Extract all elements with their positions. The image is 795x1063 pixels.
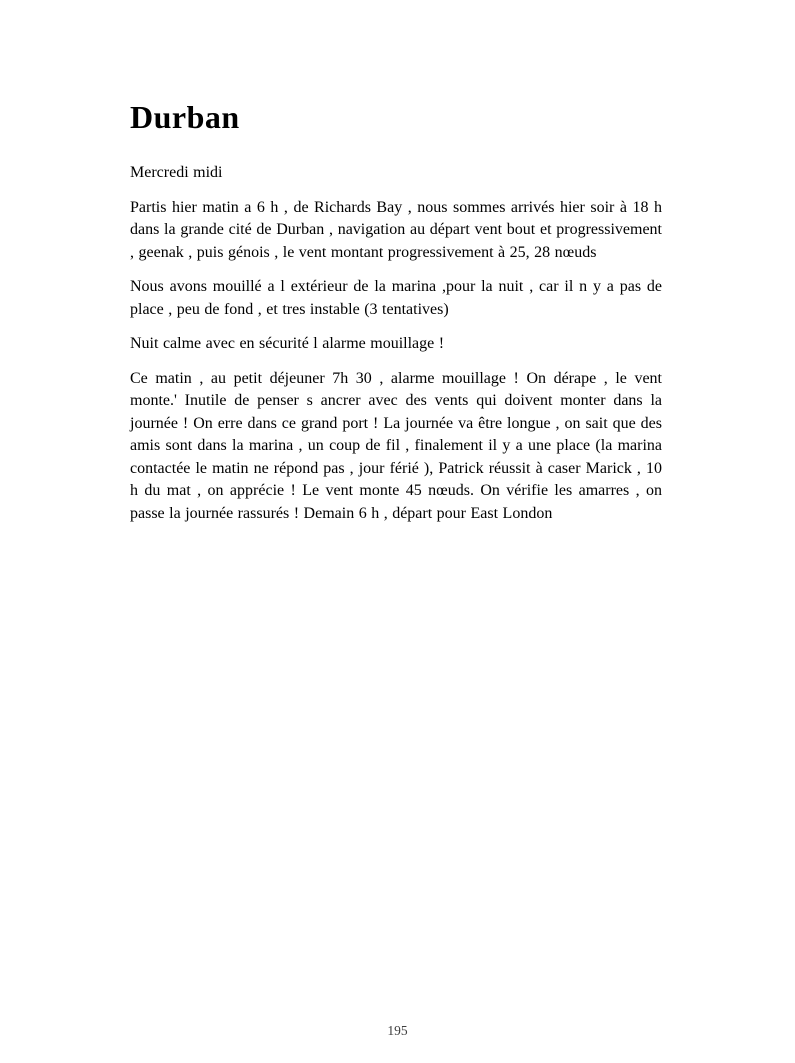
body-paragraph-3: Nuit calme avec en sécurité l alarme mouillage ! [130, 335, 445, 353]
body-paragraph-4: Ce matin , au petit déjeuner 7h 30 , alarme mouillage ! On dérape , le vent monte.' Inutile de penser s ancrer avec des vents qui doivent monter dans la journée ! On erre dans ce grand port ! La journée va être longue , on sait que des amis sont dans la marina , un coup de fil , finalement il y a une place (la marina contactée le matin ne répond pas , jour férié ), Patrick réussit à caser Marick , 10 h du mat , on apprécie ! Le vent monte 45 nœuds. On vérifie les amarres , on passe la journée rassurés ! Demain 6 h , départ pour East London [130, 369, 662, 522]
page-content [130, 0, 662, 537]
page-title: Durban [130, 99, 240, 135]
body-paragraph-1: Partis hier matin a 6 h , de Richards Bay , nous sommes arrivés hier soir à 18 h dans la grande cité de Durban , navigation au départ vent bout et progressivement , geenak , puis génois , le vent montant progressivement à 25, 28 nœuds [130, 198, 662, 261]
dateline-paragraph: Mercredi midi [130, 164, 223, 182]
body-paragraph-2: Nous avons mouillé a l extérieur de la marina ,pour la nuit , car il n y a pas de place , peu de fond , et tres instable (3 tentatives) [130, 278, 662, 318]
page-number: 195 [387, 1023, 408, 1038]
